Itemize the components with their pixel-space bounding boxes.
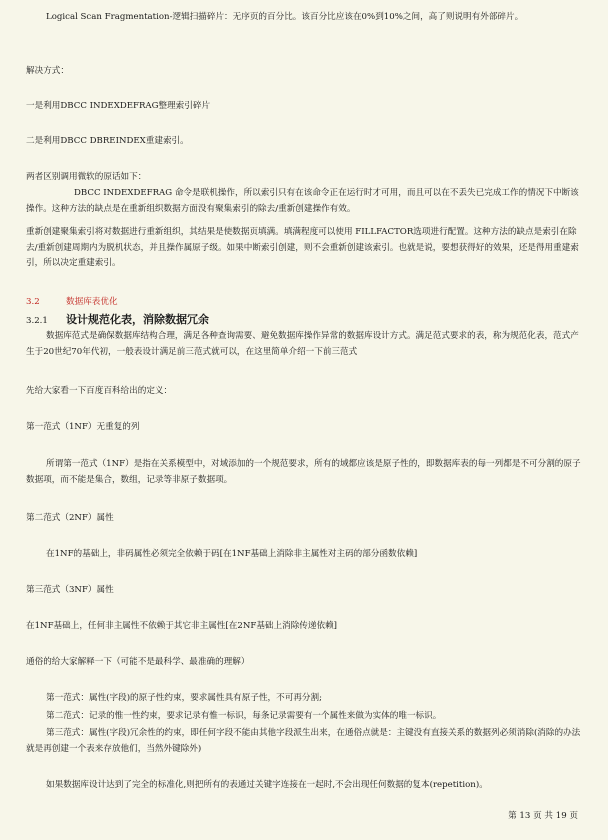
section-heading-3-2 <box>26 295 582 311</box>
paragraph-logical-scan-fragmentation: Logical Scan Fragmentation-逻辑扫描碎片：无序页的百分比。该百分比应该在0%到10%之间，高了则说明有外部碎片。 <box>46 12 524 22</box>
page-number-footer: 第 13 页 共 19 页 <box>508 811 578 821</box>
paragraph-3nf-definition: 在1NF基础上，任何非主属性不依赖于其它非主属性[在2NF基础上消除传递依赖] <box>26 621 338 631</box>
section-number: 3.2 <box>26 297 40 307</box>
paragraph-1nf-plain: 第一范式：属性(字段)的原子性约束，要求属性具有原子性，不可再分割; <box>46 693 323 703</box>
paragraph-baidu-definition: 先给大家看一下百度百科给出的定义： <box>26 386 173 396</box>
paragraph-normal-form-intro: 数据库范式是确保数据库结构合理，满足各种查询需要、避免数据库操作异常的数据库设计方式。满足范式要求的表，称为规范化表，范式产生于20世纪70年代初，一般表设计满足前三范式就可以，在这里简单介绍一下前三范式 <box>26 331 579 357</box>
paragraph-solution-heading: 解决方式： <box>26 66 69 76</box>
paragraph-1nf-title: 第一范式（1NF）无重复的列 <box>26 422 140 432</box>
paragraph-normalization-conclusion: 如果数据库设计达到了完全的标准化,则把所有的表通过关键字连接在一起时,不会出现任何数据的复本(repetition)。 <box>46 780 488 790</box>
paragraph-2nf-definition: 在1NF的基础上，非码属性必须完全依赖于码[在1NF基础上消除非主属性对主码的部分函数依赖] <box>46 549 418 559</box>
section-heading-3-2-1 <box>26 312 582 330</box>
section-title: 数据库表优化 <box>66 297 118 307</box>
paragraph-3nf-title: 第三范式（3NF）属性 <box>26 585 114 595</box>
subsection-number: 3.2.1 <box>26 316 48 326</box>
paragraph-difference-intro: 两者区别调用微软的原话如下： <box>26 172 147 182</box>
paragraph-reindex-description: 重新创建聚集索引将对数据进行重新组织，其结果是使数据页填满。填满程度可以使用 FILLFACTOR选项进行配置。这种方法的缺点是索引在除去/重新创建周期内为脱机状态，并且操作属原子级。如果中断索引创建，则不会重新创建该索引。也就是说，要想获得好的效果，还是得用重建索引，所以决定重建索引。 <box>26 227 579 268</box>
paragraph-2nf-title: 第二范式（2NF）属性 <box>26 513 114 523</box>
paragraph-solution-two: 二是利用DBCC DBREINDEX重建索引。 <box>26 136 189 146</box>
paragraph-indexdefrag-description: DBCC INDEXDEFRAG 命令是联机操作，所以索引只有在该命令正在运行时才可用，而且可以在不丢失已完成工作的情况下中断该操作。这种方法的缺点是在重新组织数据方面没有聚集索引的除去/重新创建操作有效。 <box>26 188 579 214</box>
paragraph-3nf-plain: 第三范式：属性(字段)冗余性的约束，即任何字段不能由其他字段派生出来，在通俗点就是：主键没有直接关系的数据列必须消除(消除的办法就是再创建一个表来存放他们，当然外键除外) <box>26 728 581 754</box>
paragraph-1nf-definition: 所谓第一范式（1NF）是指在关系模型中，对域添加的一个规范要求，所有的域都应该是原子性的，即数据库表的每一列都是不可分割的原子数据项，而不能是集合，数组，记录等非原子数据项。 <box>26 459 581 485</box>
paragraph-solution-one: 一是利用DBCC INDEXDEFRAG整理索引碎片 <box>26 101 211 111</box>
paragraph-plain-explanation: 通俗的给大家解释一下（可能不是最科学、最准确的理解） <box>26 657 250 667</box>
paragraph-2nf-plain: 第二范式：记录的惟一性约束，要求记录有惟一标识，每条记录需要有一个属性来做为实体的唯一标识。 <box>46 711 442 721</box>
subsection-title: 设计规范化表，消除数据冗余 <box>66 313 209 326</box>
